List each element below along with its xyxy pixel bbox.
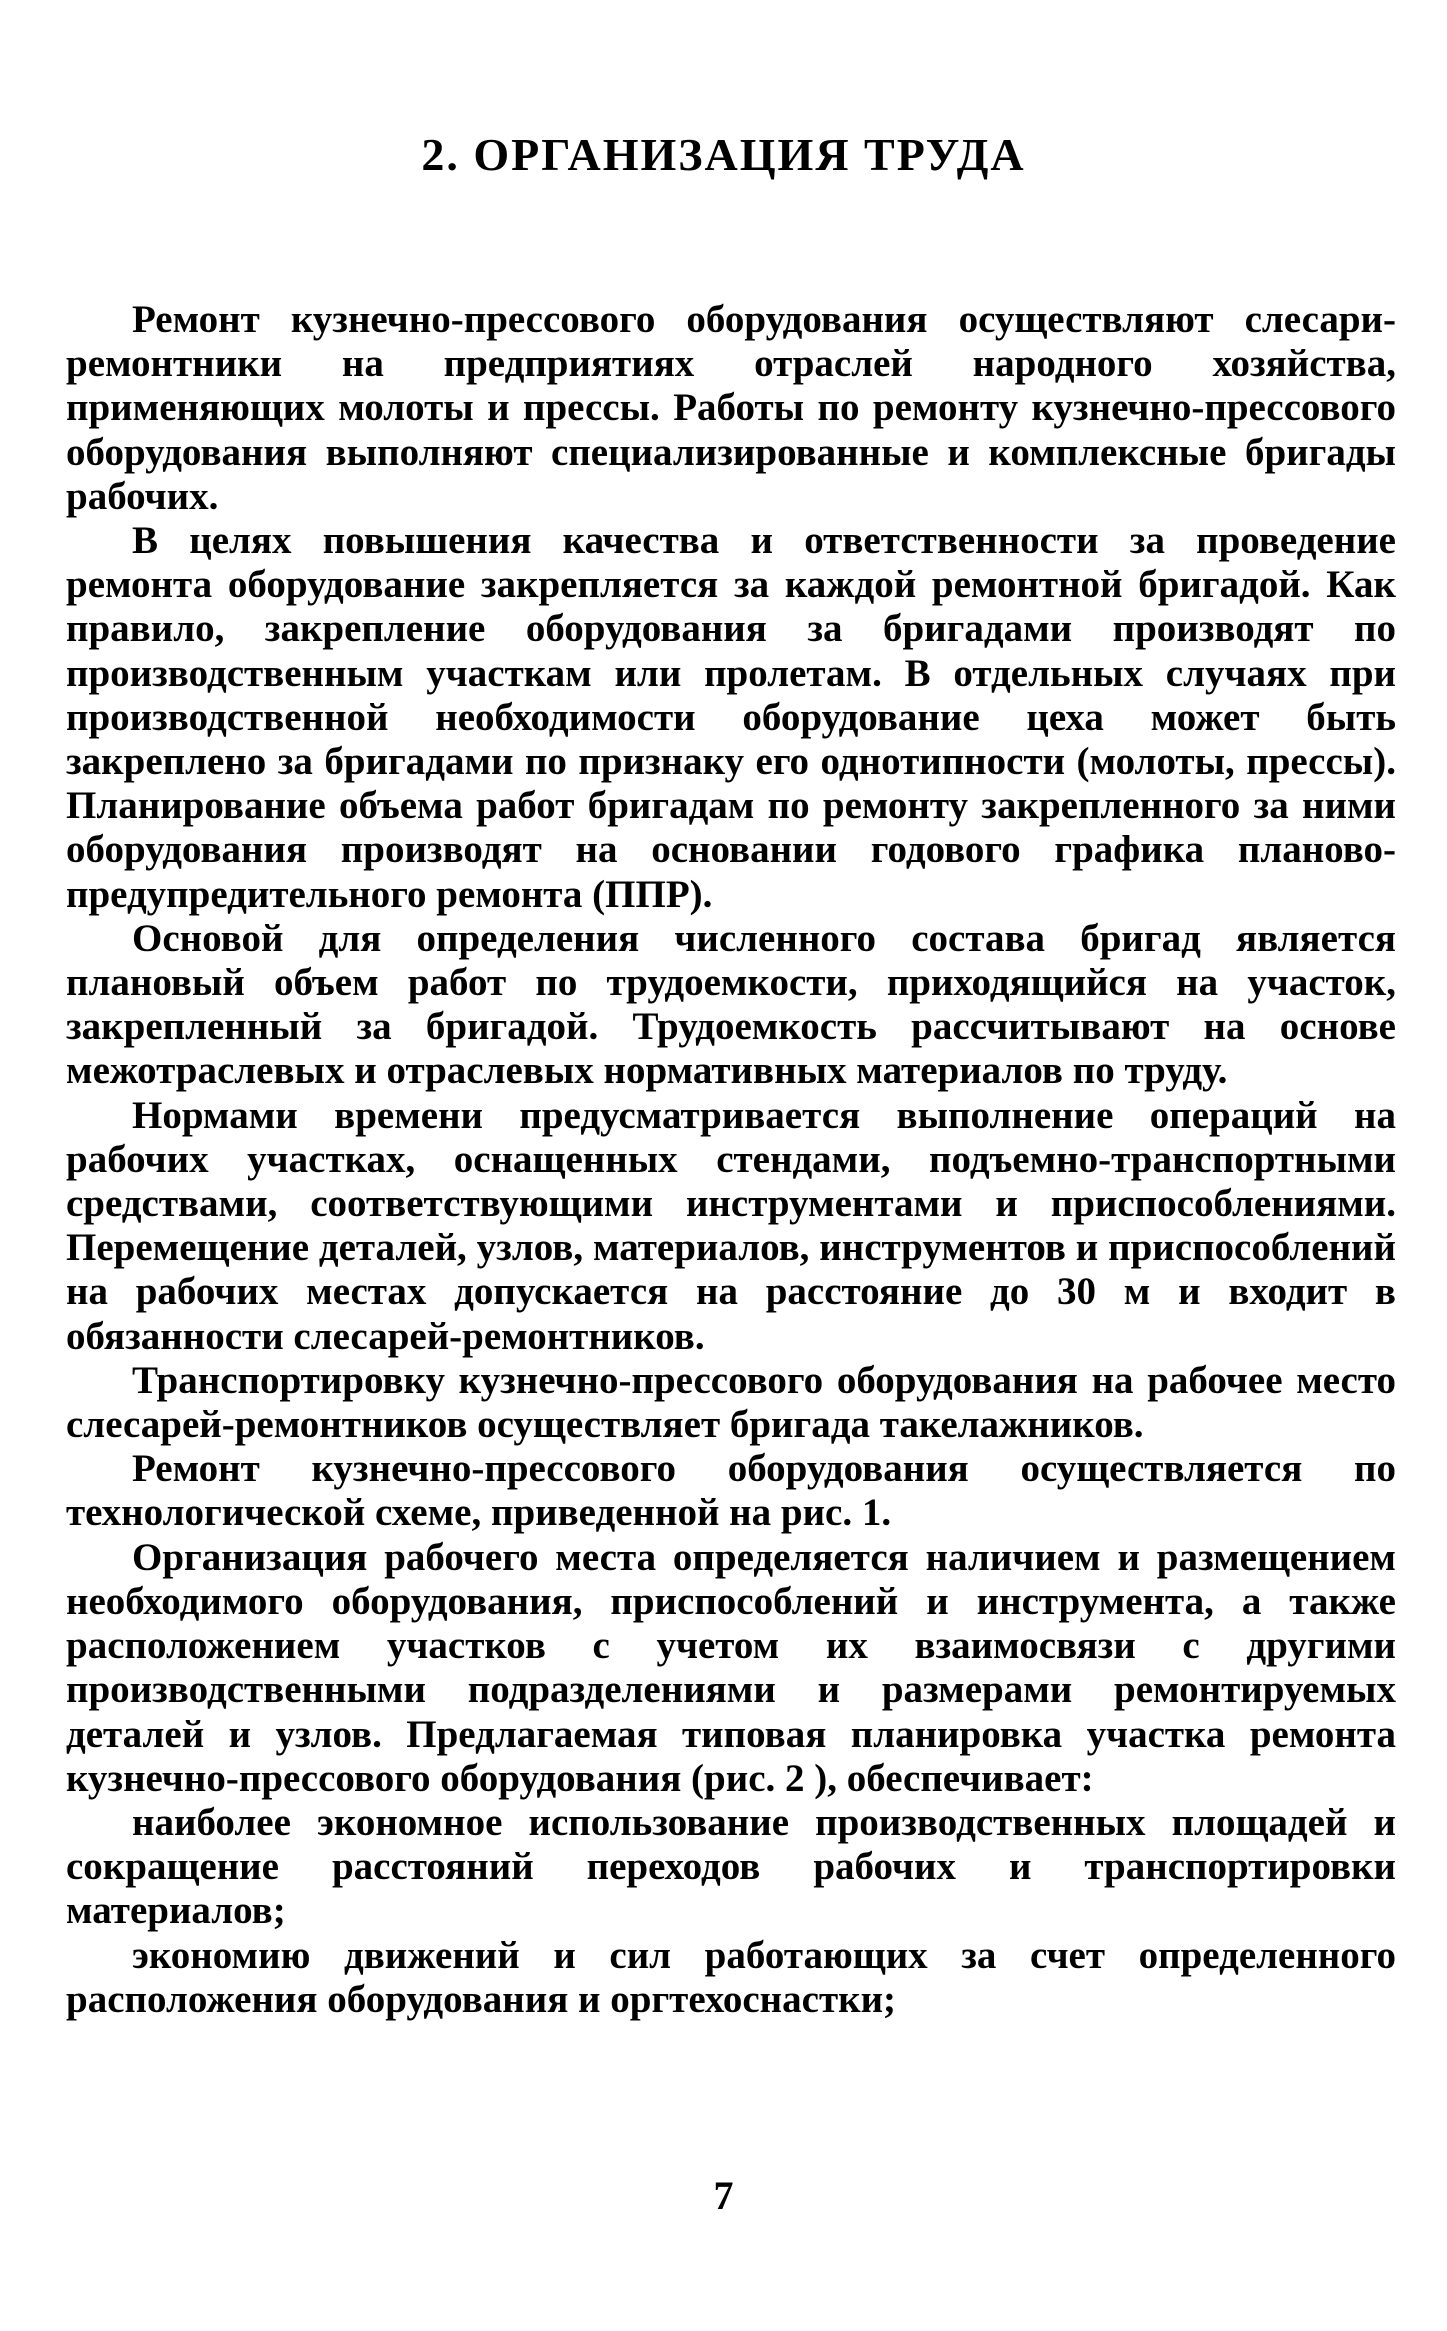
paragraph-9: экономию движений и сил работающих за счет определенного расположения оборудования и оргтехоснастки; [66,1933,1396,2021]
paragraph-3: Основой для определения численного состава бригад является плановый объем работ по трудоемкости, приходящийся на участок, закрепленный за бригадой. Трудоемкость рассчитывают на основе межотраслевых и отраслевых нормативных материалов по труду. [66,916,1396,1093]
paragraph-6: Ремонт кузнечно-прессового оборудования осуществляется по технологической схеме, приведенной на рис. 1. [66,1447,1396,1535]
section-title: 2. ОРГАНИЗАЦИЯ ТРУДА [421,129,1026,180]
paragraph-1: Ремонт кузнечно-прессового оборудования осуществляют слесари-ремонтники на предприятиях отраслей народного хозяйства, применяющих молоты и прессы. Работы по ремонту кузнечно-прессового оборудования выполняют специализированные и комплексные бригады рабочих. [66,298,1396,518]
paragraph-5: Транспортировку кузнечно-прессового оборудования на рабочее место слесарей-ремонтников осуществляет бригада такелажников. [66,1358,1396,1447]
body-text [66,298,1396,2022]
paragraph-8: наиболее экономное использование производственных площадей и сокращение расстояний переходов рабочих и транспортировки материалов; [66,1800,1396,1933]
paragraph-2: В целях повышения качества и ответственности за проведение ремонта оборудование закрепляется за каждой ремонтной бригадой. Как правило, закрепление оборудования за бригадами производят по производственным участкам или пролетам. В отдельных случаях при производственной необходимости оборудование цеха может быть закреплено за бригадами по признаку его однотипности (молоты, прессы). Планирование объема работ бригадам по ремонту закрепленного за ними оборудования производят на основании годового графика планово-предупредительного ремонта (ППР). [66,519,1396,916]
paragraph-7: Организация рабочего места определяется наличием и размещением необходимого оборудования, приспособлений и инструмента, а также расположением участков с учетом их взаимосвязи с другими производственными подразделениями и размерами ремонтируемых деталей и узлов. Предлагаемая типовая планировка участка ремонта кузнечно-прессового оборудования (рис. 2 ), обеспечивает: [66,1535,1396,1800]
page-number: 7 [713,2173,734,2218]
paragraph-4: Нормами времени предусматривается выполнение операций на рабочих участках, оснащенных стендами, подъемно-транспортными средствами, соответствующими инструментами и приспособлениями. Перемещение деталей, узлов, материалов, инструментов и приспособлений на рабочих местах допускается на расстояние до 30 м и входит в обязанности слесарей-ремонтников. [66,1093,1396,1358]
